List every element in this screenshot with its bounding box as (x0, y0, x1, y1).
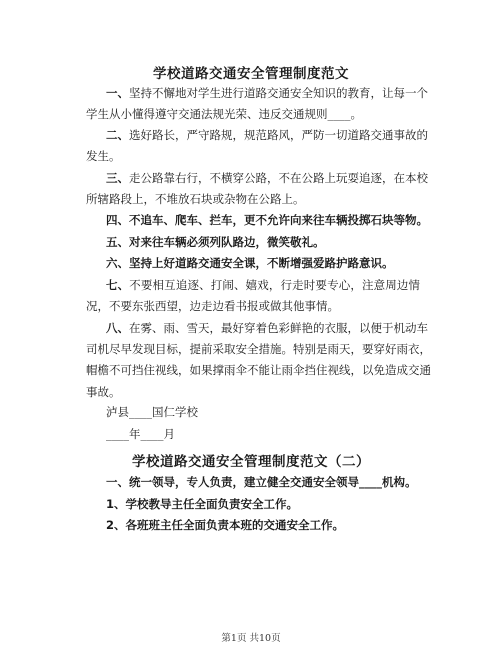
paragraph-1-line-1: 坚持不懈地对学生进行道路交通安全知识的教育，让每一个 (129, 86, 428, 100)
paragraph-6-text: 六、坚持上好道路交通安全课，不断增强爱路护路意识。 (106, 256, 394, 270)
paragraph-2-lead: 二、 (106, 128, 129, 142)
section-2-item-2-text: 1、学校教导主任全面负责安全工作。 (106, 497, 298, 511)
paragraph-3-line-2: 所辖路段上，不堆放石块或杂物在公路上。 (86, 192, 305, 206)
paragraph-7-lead: 七、 (106, 278, 130, 292)
signature-school-text: 泸县____国仁学校 (106, 405, 198, 419)
paragraph-3-line-1: 走公路靠右行，不横穿公路，不在公路上玩耍追逐，在本校 (129, 171, 428, 185)
paragraph-8-line-4: 事故。 (86, 385, 121, 399)
paragraph-3-lead: 三、 (106, 171, 129, 185)
paragraph-8-line-1: 在雾、雨、雪天，最好穿着色彩鲜艳的衣服，以便于机动车 (129, 321, 428, 335)
document-title: 学校道路交通安全管理制度范文 (153, 66, 349, 82)
paragraph-8-lead: 八、 (106, 321, 129, 335)
section-2-item-1-text: 一、统一领导，专人负责，建立健全交通安全领导____机构。 (106, 475, 417, 489)
paragraph-4-text: 四、不追车、爬车、拦车，更不允许向来往车辆投掷石块等物。 (106, 213, 428, 227)
paragraph-1-lead: 一、 (106, 86, 129, 100)
paragraph-2-line-1: 选好路长，严守路规，规范路风，严防一切道路交通事故的 (129, 128, 428, 142)
paragraph-7-line-1: 不要相互追逐、打闹、嬉戏，行走时要专心，注意周边情 (129, 278, 421, 292)
paragraph-7-line-2: 况，不要东张西望，边走边看书报或做其他事情。 (86, 299, 339, 313)
signature-date-text: ____年____月 (106, 427, 175, 441)
paragraph-8-line-3: 帽檐不可挡住视线，如果撑雨伞不能让雨伞挡住视线，以免造成交通 (86, 363, 431, 377)
page-footer: 第1页 共10页 (221, 633, 281, 644)
paragraph-2-line-2: 发生。 (86, 149, 121, 163)
section-2-title: 学校道路交通安全管理制度范文（二） (132, 454, 370, 470)
paragraph-8-line-2: 司机尽早发现目标，提前采取安全措施。特别是雨天，要穿好雨衣， (86, 342, 431, 356)
section-2-item-3-text: 2、各班班主任全面负责本班的交通安全工作。 (106, 518, 344, 532)
paragraph-5-text: 五、对来往车辆必须列队路边，微笑敬礼。 (106, 235, 325, 249)
paragraph-1-line-2: 学生从小懂得遵守交通法规光荣、违反交通规则____。 (86, 107, 362, 121)
